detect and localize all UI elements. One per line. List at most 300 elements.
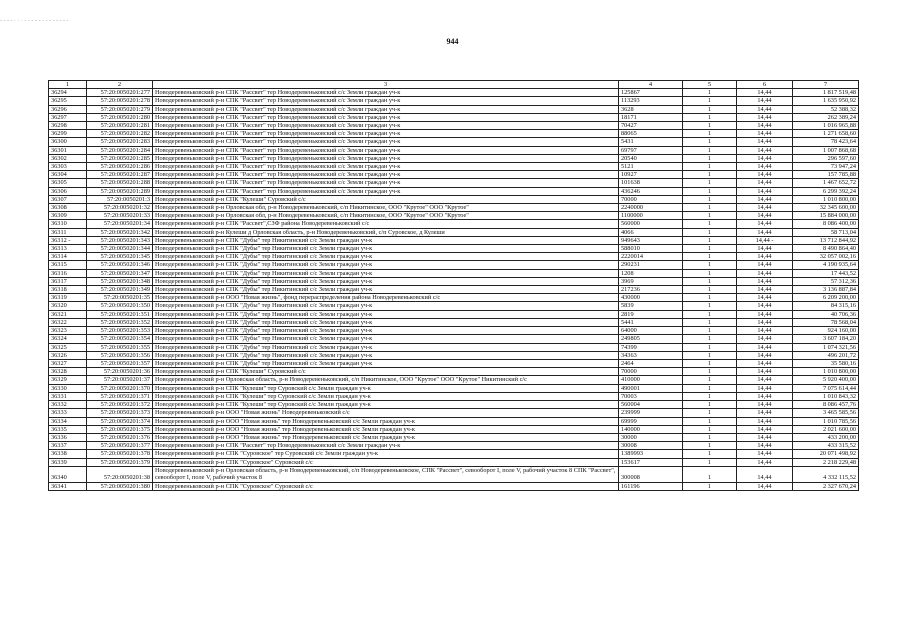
page-number: 944 [446,37,459,46]
cadastral-number: 57:20:0050201:343 [87,236,153,244]
location-address: Новодеревеньковский р-н СПК "Рассвет" тер Новодеревеньковский с/с Земли граждан уч-к [153,154,619,162]
rate-value: 14,44 [737,450,793,458]
record-number: 36314 [49,253,87,261]
record-number: 36309 [49,212,87,220]
record-number: 36320 [49,302,87,310]
location-address: Новодеревеньковский р-н СПК "Дубы" тер Никитинский с/с Земли граждан уч-к [153,286,619,294]
table-row [49,105,859,113]
area-value: 70000 [619,368,683,376]
cadastral-number: 57:20:0050201:284 [87,146,153,154]
table-row [49,130,859,138]
cadastral-value: 8 490 864,40 [793,245,859,253]
area-value: 70427 [619,122,683,130]
cadastral-number: 57:20:0050201:342 [87,228,153,236]
rate-value: 14,44 [737,458,793,466]
area-value: 436246 [619,187,683,195]
table-row [49,253,859,261]
record-number: 36316 [49,269,87,277]
record-number: 36315 [49,261,87,269]
share-value: 1 [683,294,737,302]
cadastral-value: 73 947,24 [793,163,859,171]
record-number: 36300 [49,138,87,146]
cadastral-value: 1 817 519,48 [793,89,859,97]
cadastral-value: 52 388,32 [793,105,859,113]
area-value: 2220014 [619,253,683,261]
area-value: 69999 [619,417,683,425]
share-value: 1 [683,310,737,318]
area-value: 217236 [619,286,683,294]
cadastral-number: 57:20:0050201:277 [87,89,153,97]
rate-value: 14,44 [737,212,793,220]
cadastral-number: 57:20:0050201:350 [87,302,153,310]
column-header: 6 [737,81,793,89]
record-number: 36339 [49,458,87,466]
cadastral-value: 78 568,04 [793,318,859,326]
cadastral-value: 2 327 670,24 [793,482,859,490]
area-value: 430000 [619,294,683,302]
record-number: 36325 [49,343,87,351]
cadastral-number: 57:20:0050201:354 [87,335,153,343]
record-number: 36330 [49,384,87,392]
cadastral-value: 7 075 614,44 [793,384,859,392]
location-address: Новодеревеньковский р-н СПК "Суровское" Суровский с/с [153,482,619,490]
record-number: 36317 [49,277,87,285]
record-number: 36326 [49,351,87,359]
cadastral-number: 57:20:0050201:32 [87,204,153,212]
share-value: 1 [683,450,737,458]
cadastral-value: 5 920 400,00 [793,376,859,384]
share-value: 1 [683,417,737,425]
column-number-row [49,81,859,89]
record-number: 36336 [49,433,87,441]
share-value: 1 [683,302,737,310]
cadastral-value: 8 086 457,76 [793,401,859,409]
cadastral-value: 57 312,36 [793,277,859,285]
column-header: 5 [683,81,737,89]
table-row [49,351,859,359]
share-value: 1 [683,318,737,326]
rate-value: 14,44 [737,195,793,203]
area-value: 239999 [619,409,683,417]
table-row [49,171,859,179]
area-value: 30000 [619,433,683,441]
location-address: Новодеревеньковский р-н СПК "Дубы" тер Никитинский с/с Земли граждан уч-к [153,343,619,351]
cadastral-value: 84 315,16 [793,302,859,310]
cadastral-value: 433 200,00 [793,433,859,441]
share-value: 1 [683,122,737,130]
location-address: Новодеревеньковский р-н СПК "Дубы" тер Никитинский с/с Земли граждан уч-к [153,359,619,367]
record-number: 36297 [49,113,87,121]
location-address: Новодеревеньковский р-н СПК "Рассвет" тер Новодеревеньковский с/с Земли граждан уч-к [153,442,619,450]
cadastral-number: 57:20:0050201:347 [87,269,153,277]
rate-value: 14,44 [737,171,793,179]
table-row [49,146,859,154]
cadastral-number: 57:20:0050201:280 [87,113,153,121]
cadastral-value: 1 016 965,88 [793,122,859,130]
column-header: 7 [793,81,859,89]
record-number: 36338 [49,450,87,458]
rate-value: 14,44 [737,433,793,441]
cadastral-number: 57:20:0050201:370 [87,384,153,392]
cadastral-number: 57:20:0050201:348 [87,277,153,285]
location-address: Новодеревеньковский р-н Орловская область, р-н Новодеревеньковский, с/п Новодеревеньковское, СПК "Рассвет", севооборот I, поле V, рабочий участок 8 СПК "Рассвет", севооборот I, поле V, рабочий участок 8 [153,466,619,482]
cadastral-value: 1 467 652,72 [793,179,859,187]
cadastral-number: 57:20:0050201:372 [87,401,153,409]
location-address: Новодеревеньковский р-н СПК "Суровское" Суровский с/с [153,458,619,466]
record-number: 36313 [49,245,87,253]
location-address: Новодеревеньковский р-н СПК "Дубы" тер Никитинский с/с Земли граждан уч-к [153,327,619,335]
rate-value: 14,44 [737,138,793,146]
area-value: 2464 [619,359,683,367]
record-number: 36312 - [49,236,87,244]
table-row [49,163,859,171]
scan-artifact: - - - - · · · - - - - - - - - - - - - - [0,18,69,24]
cadastral-number: 57:20:0050201:353 [87,327,153,335]
location-address: Новодеревеньковский р-н СПК "Дубы" тер Никитинский с/с Земли граждан уч-к [153,245,619,253]
table-row [49,417,859,425]
table-row [49,327,859,335]
table-row [49,482,859,490]
area-value: 2819 [619,310,683,318]
share-value: 1 [683,269,737,277]
cadastral-number: 57:20:0050201:375 [87,425,153,433]
share-value: 1 [683,376,737,384]
table-row [49,277,859,285]
area-value: 113293 [619,97,683,105]
share-value: 1 [683,204,737,212]
record-number: 36322 [49,318,87,326]
area-value: 70003 [619,392,683,400]
record-number: 36331 [49,392,87,400]
table-row [49,450,859,458]
cadastral-value: 3 465 585,56 [793,409,859,417]
cadastral-number: 57:20:0050201:379 [87,458,153,466]
table-row [49,310,859,318]
cadastral-number: 57:20:0050201:373 [87,409,153,417]
table-row [49,458,859,466]
cadastral-value: 20 071 498,92 [793,450,859,458]
area-value: 588010 [619,245,683,253]
area-value: 88065 [619,130,683,138]
cadastral-number: 57:20:0050201:357 [87,359,153,367]
area-value: 300008 [619,466,683,482]
rate-value: 14,44 [737,253,793,261]
location-address: Новодеревеньковский р-н ООО "Новая жизнь" тер Новодеревеньковский с/с Земли граждан уч-к [153,425,619,433]
location-address: Новодеревеньковский р-н СПК "Рассвет" тер Новодеревеньковский с/с Земли граждан уч-к [153,105,619,113]
area-value: 70000 [619,195,683,203]
cadastral-number: 57:20:0050201:38 [87,466,153,482]
area-value: 5441 [619,318,683,326]
area-value: 153617 [619,458,683,466]
table-row [49,261,859,269]
record-number: 36298 [49,122,87,130]
area-value: 949643 [619,236,683,244]
rate-value: 14,44 [737,204,793,212]
record-number: 36319 [49,294,87,302]
record-number: 36321 [49,310,87,318]
location-address: Новодеревеньковский р-н СПК "Кулеши" Суровский с/с [153,368,619,376]
location-address: Новодеревеньковский р-н СПК "Дубы" тер Никитинский с/с Земли граждан уч-к [153,318,619,326]
column-header: 4 [619,81,683,89]
table-row [49,384,859,392]
location-address: Новодеревеньковский р-н СПК "Рассвет" тер Новодеревеньковский с/с Земли граждан уч-к [153,163,619,171]
table-row [49,204,859,212]
record-number: 36332 [49,401,87,409]
cadastral-value: 6 299 392,24 [793,187,859,195]
area-value: 18171 [619,113,683,121]
rate-value: 14,44 [737,261,793,269]
rate-value: 14,44 [737,122,793,130]
record-number: 36299 [49,130,87,138]
area-value: 20540 [619,154,683,162]
location-address: Новодеревеньковский р-н СПК "Дубы" тер Никитинский с/с Земли граждан уч-к [153,236,619,244]
cadastral-number: 57:20:0050201:380 [87,482,153,490]
cadastral-value: 3 607 184,20 [793,335,859,343]
rate-value: 14,44 [737,228,793,236]
share-value: 1 [683,195,737,203]
area-value: 5839 [619,302,683,310]
cadastral-value: 1 010 800,00 [793,195,859,203]
cadastral-value: 262 389,24 [793,113,859,121]
rate-value: 14,44 [737,359,793,367]
cadastral-number: 57:20:0050201:33 [87,212,153,220]
cadastral-number: 57:20:0050201:281 [87,122,153,130]
record-number: 36335 [49,425,87,433]
location-address: Новодеревеньковский р-н Орловская область, р-н Новодеревеньковский, с/п Никитинское, ООО "Крутое" ООО "Крутое" Никитинский с/с [153,376,619,384]
record-number: 36340 [49,466,87,482]
share-value: 1 [683,392,737,400]
location-address: Новодеревеньковский р-н СПК "Рассвет" тер Новодеревеньковский с/с Земли граждан уч-к [153,122,619,130]
cadastral-number: 57:20:0050201:378 [87,450,153,458]
table-row [49,113,859,121]
area-value: 290231 [619,261,683,269]
area-value: 560000 [619,220,683,228]
area-value: 30008 [619,442,683,450]
record-number: 36327 [49,359,87,367]
share-value: 1 [683,425,737,433]
share-value: 1 [683,245,737,253]
table-row [49,294,859,302]
location-address: Новодеревеньковский р-н СПК "Дубы" тер Никитинский с/с Земли граждан уч-к [153,335,619,343]
cadastral-value: 1 635 950,92 [793,97,859,105]
share-value: 1 [683,368,737,376]
rate-value: 14,44 [737,351,793,359]
area-value: 140000 [619,425,683,433]
area-value: 490001 [619,384,683,392]
location-address: Новодеревеньковский р-н Орловская обл, р-н Новодеревеньковский, с/п Никитинское, ООО "Крутое" ООО "Крутое" [153,204,619,212]
share-value: 1 [683,335,737,343]
area-value: 10927 [619,171,683,179]
cadastral-number: 57:20:0050201:288 [87,179,153,187]
cadastral-value: 40 706,36 [793,310,859,318]
table-row [49,368,859,376]
share-value: 1 [683,433,737,441]
record-number: 36324 [49,335,87,343]
location-address: Новодеревеньковский р-н ООО "Новая жизнь" тер Новодеревеньковский с/с Земли граждан уч-к [153,433,619,441]
cadastral-number: 57:20:0050201:287 [87,171,153,179]
rate-value: 14,44 [737,130,793,138]
cadastral-value: 78 423,64 [793,138,859,146]
location-address: Новодеревеньковский р-н ООО "Новая жизнь" тер Новодеревеньковский с/с Земли граждан уч-к [153,417,619,425]
share-value: 1 [683,409,737,417]
cadastral-number: 57:20:0050201:283 [87,138,153,146]
cadastral-number: 57:20:0050201:37 [87,376,153,384]
record-number: 36294 [49,89,87,97]
cadastral-number: 57:20:0050201:346 [87,261,153,269]
table-row [49,335,859,343]
record-number: 36310 [49,220,87,228]
cadastral-number: 57:20:0050201:374 [87,417,153,425]
cadastral-number: 57:20:0050201:355 [87,343,153,351]
cadastral-value: 157 785,88 [793,171,859,179]
rate-value: 14,44 [737,327,793,335]
share-value: 1 [683,466,737,482]
table-row [49,302,859,310]
cadastral-number: 57:20:0050201:286 [87,163,153,171]
record-number: 36301 [49,146,87,154]
cadastral-number: 57:20:0050201:34 [87,220,153,228]
cadastral-value: 1 271 658,60 [793,130,859,138]
record-number: 36341 [49,482,87,490]
cadastral-number: 57:20:0050201:351 [87,310,153,318]
cadastral-number: 57:20:0050201:356 [87,351,153,359]
location-address: Новодеревеньковский р-н СПК "Рассвет" тер Новодеревеньковский с/с Земли граждан уч-к [153,187,619,195]
table-row [49,442,859,450]
rate-value: 14,44 [737,482,793,490]
location-address: Новодеревеньковский р-н СПК "Рассвет" тер Новодеревеньковский с/с Земли граждан уч-к [153,130,619,138]
cadastral-number: 57:20:0050201:371 [87,392,153,400]
share-value: 1 [683,482,737,490]
area-value: 3969 [619,277,683,285]
record-number: 36306 [49,187,87,195]
location-address: Новодеревеньковский р-н СПК "Кулеши" тер Суровский с/с Земли граждан уч-к [153,401,619,409]
share-value: 1 [683,351,737,359]
table-row [49,195,859,203]
location-address: Новодеревеньковский р-н СПК "Дубы" тер Никитинский с/с Земли граждан уч-к [153,351,619,359]
table-row [49,212,859,220]
table-row [49,392,859,400]
cadastral-number: 57:20:0050201:344 [87,245,153,253]
share-value: 1 [683,261,737,269]
table-row [49,138,859,146]
cadastral-value: 15 884 000,00 [793,212,859,220]
rate-value: 14,44 [737,154,793,162]
cadastral-value: 4 190 935,64 [793,261,859,269]
rate-value: 14,44 [737,179,793,187]
area-value: 101638 [619,179,683,187]
location-address: Новодеревеньковский р-н СПК "Рассвет" тер Новодеревеньковский с/с Земли граждан уч-к [153,97,619,105]
record-number: 36311 [49,228,87,236]
cadastral-number: 57:20:0050201:345 [87,253,153,261]
area-value: 1389993 [619,450,683,458]
table-row [49,433,859,441]
cadastral-value: 1 007 868,68 [793,146,859,154]
cadastral-value: 2 021 600,00 [793,425,859,433]
table-row [49,318,859,326]
share-value: 1 [683,179,737,187]
share-value: 1 [683,171,737,179]
record-number: 36305 [49,179,87,187]
location-address: Новодеревеньковский р-н СПК "Дубы" тер Никитинский с/с Земли граждан уч-к [153,269,619,277]
cadastral-value: 2 218 229,48 [793,458,859,466]
cadastral-value: 3 136 887,84 [793,286,859,294]
rate-value: 14,44 [737,286,793,294]
table-row [49,401,859,409]
table-row [49,359,859,367]
share-value: 1 [683,343,737,351]
cadastral-number: 57:20:0050201:3 [87,195,153,203]
location-address: Новодеревеньковский р-н СПК "Кулеши" тер Суровский с/с Земли граждан уч-к [153,392,619,400]
rate-value: 14,44 [737,105,793,113]
rate-value: 14,44 [737,335,793,343]
record-number: 36302 [49,154,87,162]
table-row [49,89,859,97]
rate-value: 14,44 [737,442,793,450]
cadastral-value: 1 010 843,32 [793,392,859,400]
cadastral-value: 32 345 600,00 [793,204,859,212]
column-header: 2 [87,81,153,89]
cadastral-number: 57:20:0050201:376 [87,433,153,441]
share-value: 1 [683,220,737,228]
rate-value: 14,44 [737,269,793,277]
area-value: 4066 [619,228,683,236]
cadastral-value: 32 057 002,16 [793,253,859,261]
cadastral-number: 57:20:0050201:349 [87,286,153,294]
share-value: 1 [683,327,737,335]
area-value: 69797 [619,146,683,154]
location-address: Новодеревеньковский р-н СПК "Кулеши" Суровский с/с [153,195,619,203]
rate-value: 14,44 [737,302,793,310]
area-value: 249805 [619,335,683,343]
share-value: 1 [683,442,737,450]
rate-value: 14,44 [737,146,793,154]
record-number: 36334 [49,417,87,425]
area-value: 410000 [619,376,683,384]
location-address: Новодеревеньковский р-н ООО "Новая жизнь", фонд перераспределения района Новодеревеньковский с/с [153,294,619,302]
cadastral-value: 8 086 400,00 [793,220,859,228]
share-value: 1 [683,286,737,294]
area-value: 74399 [619,343,683,351]
location-address: Новодеревеньковский р-н СПК "Суровское" тер Суровский с/с Земли граждан уч-к [153,450,619,458]
record-number: 36307 [49,195,87,203]
cadastral-value: 296 597,60 [793,154,859,162]
record-number: 36328 [49,368,87,376]
area-value: 2240000 [619,204,683,212]
cadastral-number: 57:20:0050201:282 [87,130,153,138]
record-number: 36329 [49,376,87,384]
area-value: 5431 [619,138,683,146]
share-value: 1 [683,154,737,162]
table-row [49,187,859,195]
rate-value: 14,44 [737,97,793,105]
rate-value: 14,44 [737,384,793,392]
record-number: 36308 [49,204,87,212]
table-row [49,343,859,351]
share-value: 1 [683,253,737,261]
cadastral-value: 13 712 844,92 [793,236,859,244]
registry-body [49,89,859,491]
area-value: 1208 [619,269,683,277]
location-address: Новодеревеньковский р-н СПК "Кулеши" тер Суровский с/с Земли граждан уч-к [153,384,619,392]
area-value: 3628 [619,105,683,113]
record-number: 36323 [49,327,87,335]
table-row [49,286,859,294]
table-row [49,269,859,277]
cadastral-value: 433 315,52 [793,442,859,450]
rate-value: 14,44 [737,343,793,351]
rate-value: 14,44 [737,294,793,302]
cadastral-value: 1 010 785,56 [793,417,859,425]
